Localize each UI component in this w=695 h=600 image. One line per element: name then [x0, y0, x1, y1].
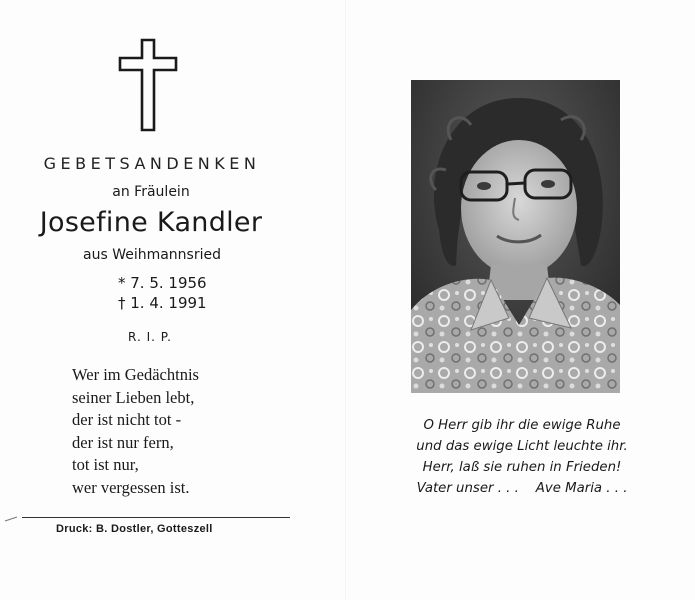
- poem-line: tot ist nur,: [72, 455, 139, 474]
- card-heading: GEBETSANDENKEN: [43, 154, 261, 173]
- death-date: † 1. 4. 1991: [118, 294, 207, 312]
- printer-credit: Druck: B. Dostler, Gotteszell: [56, 523, 213, 535]
- printer-rule: [22, 517, 290, 518]
- poem-line: wer vergessen ist.: [72, 477, 190, 497]
- birth-date: * 7. 5. 1956: [118, 274, 207, 292]
- poem-line: der ist nur fern,: [72, 432, 174, 452]
- prayer-line: Herr, laß sie ruhen in Frieden!: [422, 460, 622, 475]
- portrait-photo: [411, 80, 620, 393]
- fold-line: [345, 0, 346, 600]
- poem-line: der ist nicht tot -: [72, 410, 182, 429]
- prayer-text: [387, 415, 657, 499]
- prayer-line: O Herr gib ihr die ewige Ruhe: [423, 418, 621, 433]
- origin: aus Weihmannsried: [83, 247, 221, 263]
- poem: [72, 364, 199, 499]
- prayer-line: und das ewige Licht leuchte ihr.: [416, 439, 628, 454]
- cross-icon: [118, 38, 178, 132]
- rip-text: R. I. P.: [128, 330, 172, 344]
- poem-line: Wer im Gedächtnis: [72, 365, 199, 384]
- ink-mark: [4, 509, 18, 515]
- salutation: an Fräulein: [112, 184, 190, 200]
- prayer-line: Vater unser . . . Ave Maria . . .: [416, 481, 628, 496]
- deceased-name: Josefine Kandler: [39, 207, 263, 238]
- poem-line: seiner Lieben lebt,: [72, 387, 195, 407]
